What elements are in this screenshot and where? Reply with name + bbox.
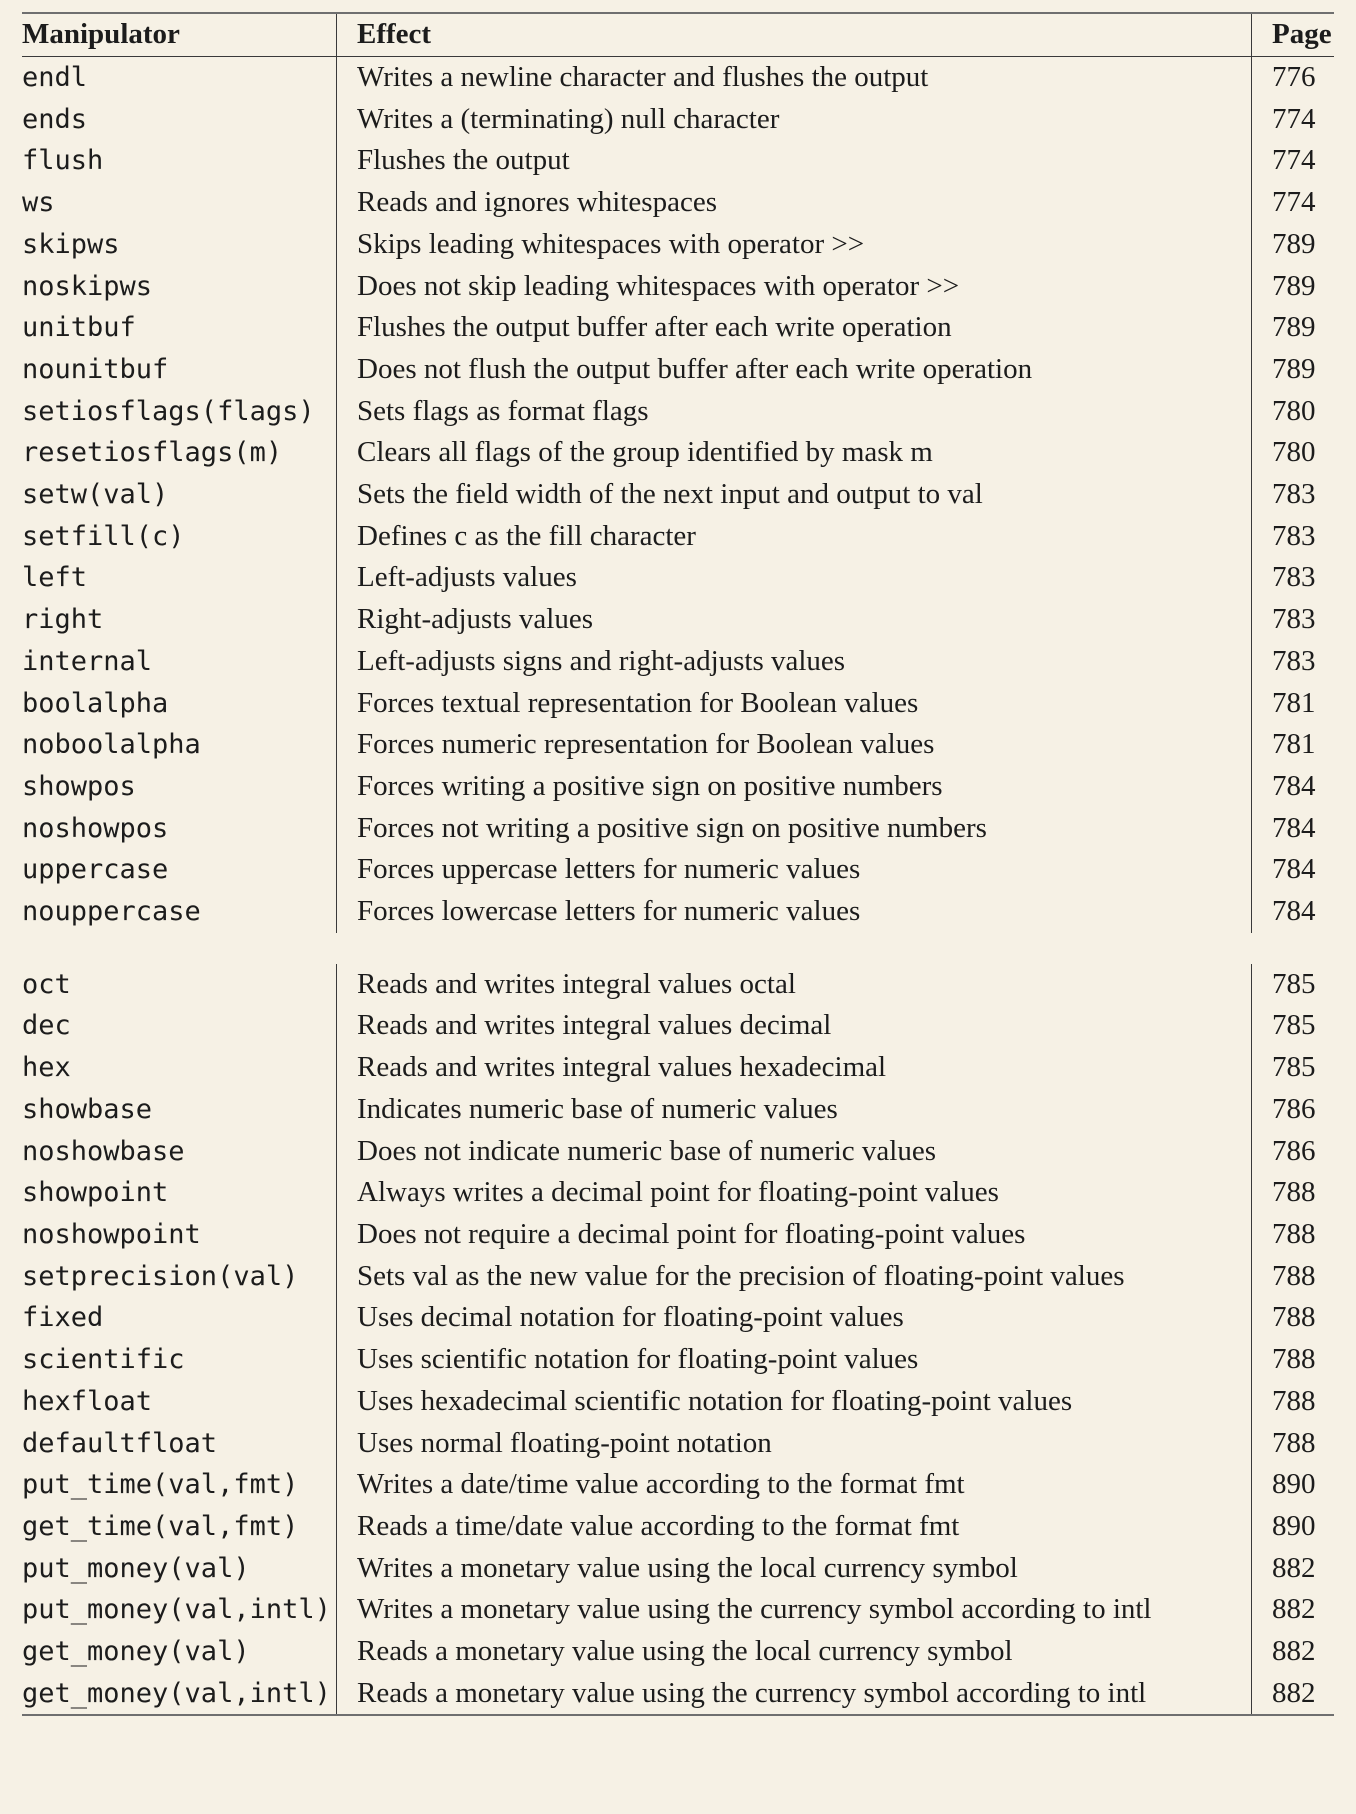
effect-cell: Forces uppercase letters for numeric values (337, 849, 1252, 891)
page-cell: 774 (1272, 144, 1316, 177)
effect-cell: Always writes a decimal point for floating-point values (337, 1172, 1252, 1214)
table-row (22, 516, 1334, 558)
manipulator-cell: boolalpha (22, 683, 337, 725)
header-effect: Effect (337, 14, 1252, 56)
header-manipulator: Manipulator (22, 14, 337, 56)
effect-cell: Reads a time/date value according to the format fmt (337, 1506, 1252, 1548)
page-cell: 788 (1272, 1176, 1316, 1209)
manipulator-cell: showbase (22, 1089, 337, 1131)
header-page: Page (1272, 18, 1332, 50)
table-row (22, 99, 1334, 141)
table-row (22, 1381, 1334, 1423)
effect-cell: Writes a date/time value according to the format fmt (337, 1464, 1252, 1506)
effect-cell: Forces textual representation for Boolean values (337, 683, 1252, 725)
table-row (22, 391, 1334, 433)
effect-cell: Reads and writes integral values octal (337, 964, 1252, 1006)
table-row (22, 307, 1334, 349)
table-row (22, 1214, 1334, 1256)
effect-cell: Skips leading whitespaces with operator >> (337, 224, 1252, 266)
page-cell: 788 (1272, 1343, 1316, 1376)
manipulator-cell: defaultfloat (22, 1423, 337, 1465)
effect-cell: Does not require a decimal point for floating-point values (337, 1214, 1252, 1256)
effect-cell: Writes a monetary value using the currency symbol according to intl (337, 1589, 1252, 1631)
page-cell: 789 (1272, 352, 1316, 385)
effect-cell: Reads a monetary value using the local currency symbol (337, 1631, 1252, 1673)
table-header (22, 14, 1334, 57)
table-row (22, 1047, 1334, 1089)
effect-cell: Sets val as the new value for the precision of floating-point values (337, 1256, 1252, 1298)
manipulator-cell: unitbuf (22, 307, 337, 349)
manipulator-cell: get_money(val) (22, 1631, 337, 1673)
manipulator-cell: nounitbuf (22, 349, 337, 391)
effect-cell: Indicates numeric base of numeric values (337, 1089, 1252, 1131)
effect-cell: Uses hexadecimal scientific notation for floating-point values (337, 1381, 1252, 1423)
table-row (22, 474, 1334, 516)
manipulator-cell: put_money(val) (22, 1548, 337, 1590)
manipulator-cell: nouppercase (22, 891, 337, 933)
manipulator-cell: hex (22, 1047, 337, 1089)
table-row (22, 599, 1334, 641)
effect-cell: Does not flush the output buffer after each write operation (337, 349, 1252, 391)
table-row (22, 1673, 1334, 1715)
table-row (22, 266, 1334, 308)
page-cell: 774 (1272, 186, 1316, 219)
page-cell: 788 (1272, 1426, 1316, 1459)
page-cell: 882 (1272, 1635, 1316, 1668)
page-cell: 789 (1272, 227, 1316, 260)
table-row (22, 1589, 1334, 1631)
manipulator-cell: noshowpoint (22, 1214, 337, 1256)
page-cell: 783 (1272, 644, 1316, 677)
manipulator-cell: right (22, 599, 337, 641)
manipulator-cell: dec (22, 1005, 337, 1047)
effect-cell: Forces numeric representation for Boolean values (337, 724, 1252, 766)
table-row (22, 57, 1334, 99)
table-row (22, 432, 1334, 474)
effect-cell: Writes a newline character and flushes the output (337, 57, 1252, 99)
manipulator-cell: setfill(c) (22, 516, 337, 558)
effect-cell: Reads a monetary value using the currency symbol according to intl (337, 1673, 1252, 1715)
table-row (22, 1464, 1334, 1506)
effect-cell: Writes a (terminating) null character (337, 99, 1252, 141)
page-cell: 788 (1272, 1384, 1316, 1417)
page-cell: 788 (1272, 1301, 1316, 1334)
page-cell: 776 (1272, 61, 1316, 93)
manipulator-cell: put_money(val,intl) (22, 1589, 337, 1631)
page-cell: 788 (1272, 1259, 1316, 1292)
table-row (22, 1131, 1334, 1173)
page-cell: 890 (1272, 1509, 1316, 1542)
manipulator-cell: internal (22, 641, 337, 683)
table-row (22, 557, 1334, 599)
manipulator-cell: ws (22, 182, 337, 224)
page-cell: 781 (1272, 686, 1316, 719)
page-cell: 882 (1272, 1676, 1316, 1709)
page-cell: 882 (1272, 1593, 1316, 1626)
page-cell: 783 (1272, 561, 1316, 594)
manipulator-cell: showpos (22, 766, 337, 808)
manipulator-cell: left (22, 557, 337, 599)
effect-cell: Uses scientific notation for floating-point values (337, 1339, 1252, 1381)
table-group-1 (22, 57, 1334, 933)
table-row (22, 1089, 1334, 1131)
manipulator-cell: scientific (22, 1339, 337, 1381)
effect-cell: Sets the field width of the next input and output to val (337, 474, 1252, 516)
effect-cell: Uses decimal notation for floating-point values (337, 1297, 1252, 1339)
manipulator-cell: skipws (22, 224, 337, 266)
table-group-2 (22, 964, 1334, 1715)
manipulator-cell: fixed (22, 1297, 337, 1339)
effect-cell: Reads and writes integral values decimal (337, 1005, 1252, 1047)
manipulator-cell: hexfloat (22, 1381, 337, 1423)
page-cell: 780 (1272, 394, 1316, 427)
table-row (22, 849, 1334, 891)
table-row (22, 140, 1334, 182)
manipulator-cell: setprecision(val) (22, 1256, 337, 1298)
page-cell: 783 (1272, 478, 1316, 511)
table-row (22, 964, 1334, 1006)
page-cell: 781 (1272, 728, 1316, 761)
page-cell: 786 (1272, 1134, 1316, 1167)
manipulator-cell: noshowpos (22, 808, 337, 850)
table-row (22, 891, 1334, 933)
manipulator-cell: setiosflags(flags) (22, 391, 337, 433)
table-row (22, 1548, 1334, 1590)
table-row (22, 1005, 1334, 1047)
effect-cell: Reads and ignores whitespaces (337, 182, 1252, 224)
page-cell: 785 (1272, 967, 1316, 1000)
effect-cell: Sets flags as format flags (337, 391, 1252, 433)
page-cell: 783 (1272, 519, 1316, 552)
table-row (22, 1172, 1334, 1214)
page-cell: 882 (1272, 1551, 1316, 1584)
group-separator (22, 933, 1334, 964)
effect-cell: Uses normal floating-point notation (337, 1423, 1252, 1465)
table-row (22, 349, 1334, 391)
table-row (22, 182, 1334, 224)
manipulator-cell: resetiosflags(m) (22, 432, 337, 474)
effect-cell: Clears all flags of the group identified by mask m (337, 432, 1252, 474)
table-row (22, 1506, 1334, 1548)
manipulators-table (22, 12, 1334, 1716)
manipulator-cell: noboolalpha (22, 724, 337, 766)
table-row (22, 1631, 1334, 1673)
manipulator-cell: setw(val) (22, 474, 337, 516)
page-cell: 783 (1272, 603, 1316, 636)
effect-cell: Forces not writing a positive sign on positive numbers (337, 808, 1252, 850)
manipulator-cell: oct (22, 964, 337, 1006)
page-cell: 784 (1272, 769, 1316, 802)
page-cell: 788 (1272, 1217, 1316, 1250)
page-cell: 789 (1272, 311, 1316, 344)
effect-cell: Left-adjusts signs and right-adjusts values (337, 641, 1252, 683)
manipulator-cell: flush (22, 140, 337, 182)
page-cell: 780 (1272, 436, 1316, 469)
page-cell: 890 (1272, 1468, 1316, 1501)
page-cell: 784 (1272, 853, 1316, 886)
manipulator-cell: ends (22, 99, 337, 141)
effect-cell: Flushes the output (337, 140, 1252, 182)
table-row (22, 1423, 1334, 1465)
manipulator-cell: noshowbase (22, 1131, 337, 1173)
manipulator-cell: get_time(val,fmt) (22, 1506, 337, 1548)
page-cell: 774 (1272, 102, 1316, 135)
effect-cell: Left-adjusts values (337, 557, 1252, 599)
page-cell: 785 (1272, 1009, 1316, 1042)
manipulator-cell: uppercase (22, 849, 337, 891)
effect-cell: Forces writing a positive sign on positive numbers (337, 766, 1252, 808)
effect-cell: Does not skip leading whitespaces with operator >> (337, 266, 1252, 308)
table-row (22, 1297, 1334, 1339)
page-cell: 785 (1272, 1051, 1316, 1084)
effect-cell: Flushes the output buffer after each write operation (337, 307, 1252, 349)
manipulator-cell: endl (22, 57, 337, 99)
table-row (22, 1339, 1334, 1381)
effect-cell: Writes a monetary value using the local currency symbol (337, 1548, 1252, 1590)
table-row (22, 224, 1334, 266)
effect-cell: Does not indicate numeric base of numeric values (337, 1131, 1252, 1173)
table-row (22, 724, 1334, 766)
effect-cell: Reads and writes integral values hexadecimal (337, 1047, 1252, 1089)
manipulator-cell: noskipws (22, 266, 337, 308)
page-cell: 786 (1272, 1092, 1316, 1125)
manipulator-cell: put_time(val,fmt) (22, 1464, 337, 1506)
table-row (22, 808, 1334, 850)
effect-cell: Right-adjusts values (337, 599, 1252, 641)
manipulator-cell: showpoint (22, 1172, 337, 1214)
table-row (22, 1256, 1334, 1298)
manipulator-cell: get_money(val,intl) (22, 1673, 337, 1715)
table-row (22, 766, 1334, 808)
table-row (22, 683, 1334, 725)
table-row (22, 641, 1334, 683)
page-cell: 784 (1272, 895, 1316, 928)
page-cell: 789 (1272, 269, 1316, 302)
effect-cell: Forces lowercase letters for numeric values (337, 891, 1252, 933)
effect-cell: Defines c as the fill character (337, 516, 1252, 558)
page-cell: 784 (1272, 811, 1316, 844)
